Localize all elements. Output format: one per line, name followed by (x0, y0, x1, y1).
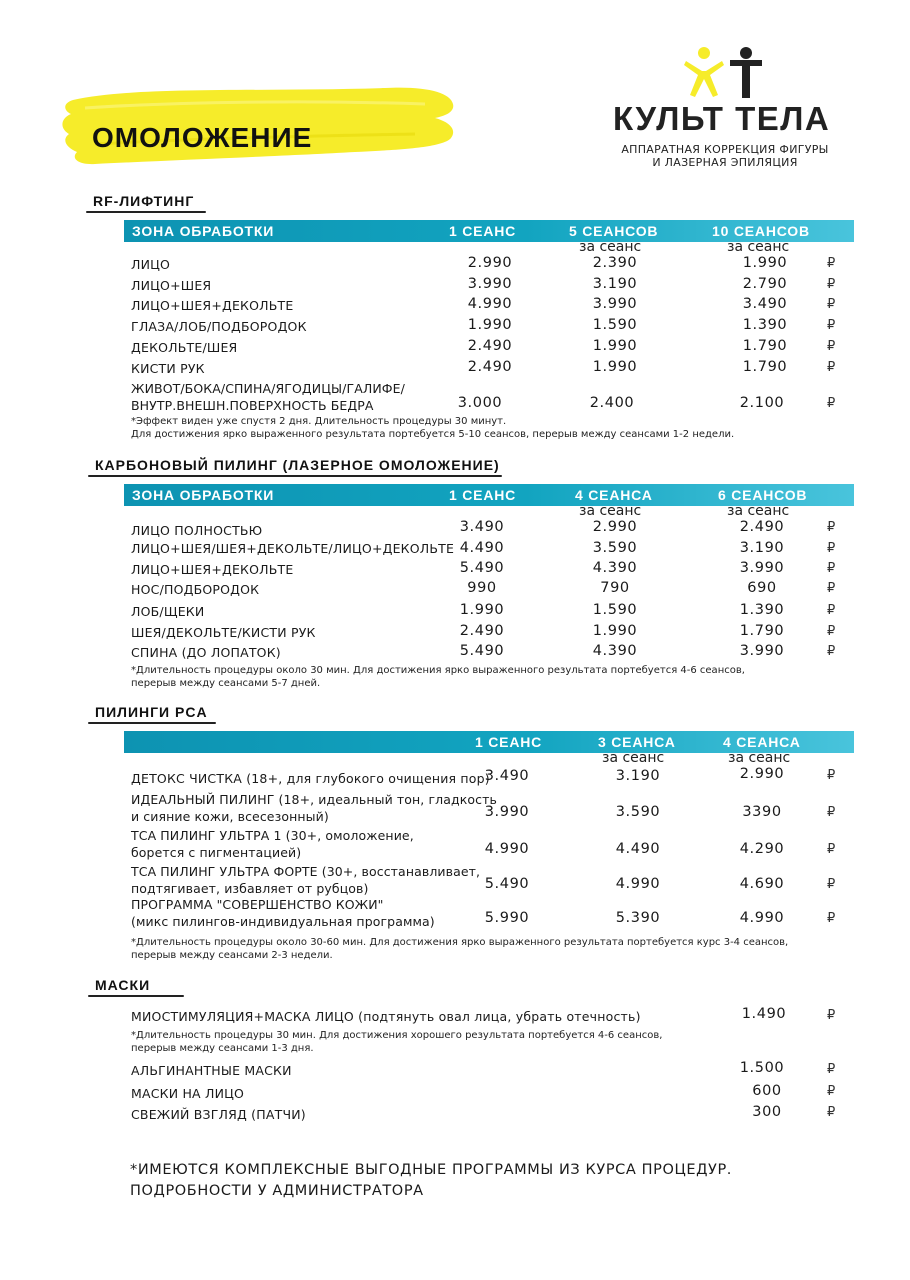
price-cell: 3.000 (457, 395, 503, 411)
ruble-icon: ₽ (827, 520, 836, 535)
price-cell: 1.390 (739, 602, 785, 618)
price-cell: 3.490 (459, 519, 505, 535)
table-row-label: АЛЬГИНАНТНЫЕ МАСКИ (131, 1063, 292, 1078)
price-cell: 3.990 (739, 643, 785, 659)
price-cell: 2.490 (467, 359, 513, 375)
price-cell: 5.490 (484, 876, 530, 892)
ruble-icon: ₽ (827, 256, 836, 271)
price-cell: 1.790 (742, 359, 788, 375)
carbon-header-zone: ЗОНА ОБРАБОТКИ (132, 487, 275, 503)
pca-note: *Длительность процедуры около 30-60 мин. Для достижения ярко выраженного результата портебуется курс 3-4 сеансов, перерыв между сеансами 2-3 недели. (131, 937, 789, 961)
section-underline (86, 211, 206, 213)
ruble-icon: ₽ (827, 339, 836, 354)
ruble-icon: ₽ (827, 1008, 836, 1023)
price-cell: 2.790 (742, 276, 788, 292)
price-cell: 3390 (742, 804, 782, 820)
table-row-label: СПИНА (ДО ЛОПАТОК) (131, 645, 281, 660)
rf-header-c3: 10 СЕАНСОВ (712, 223, 810, 239)
price-cell: 1.990 (459, 602, 505, 618)
price-cell: 2.100 (739, 395, 785, 411)
pca-header-c3: 4 СЕАНСА (723, 734, 801, 750)
price-cell: 2.490 (459, 623, 505, 639)
ruble-icon: ₽ (827, 805, 836, 820)
ruble-icon: ₽ (827, 768, 836, 783)
price-cell: 2.390 (592, 255, 638, 271)
carbon-note: *Длительность процедуры около 30 мин. Для достижения ярко выраженного результата портебуется 4-6 сеансов, перерыв между сеансами 5-7 дней. (131, 665, 745, 689)
price-cell: 1.990 (467, 317, 513, 333)
price-cell: 1.590 (592, 317, 638, 333)
ruble-icon: ₽ (827, 360, 836, 375)
table-row-label: ЛИЦО+ШЕЯ (131, 278, 212, 293)
price-cell: 3.990 (592, 296, 638, 312)
price-cell: 3.590 (615, 804, 661, 820)
price-cell: 1.790 (742, 338, 788, 354)
rf-per-session-c3: за сеанс (727, 239, 790, 255)
table-row-label: ЛИЦО+ШЕЯ+ДЕКОЛЬТЕ (131, 298, 294, 313)
price-cell: 4.990 (739, 910, 785, 926)
price-cell: 3.490 (484, 768, 530, 784)
carbon-header-c1: 1 СЕАНС (449, 487, 517, 503)
table-row-label: МАСКИ НА ЛИЦО (131, 1086, 245, 1101)
ruble-icon: ₽ (827, 624, 836, 639)
two-figures-logo-icon (680, 45, 770, 100)
section-title-pca: ПИЛИНГИ PCA (95, 704, 208, 720)
masks-note: *Длительность процедуры 30 мин. Для достижения хорошего результата портебуется 4-6 сеансов, перерыв между сеансами 1-3 дня. (131, 1030, 663, 1054)
pca-header-c2: 3 СЕАНСА (598, 734, 676, 750)
price-cell: 4.990 (615, 876, 661, 892)
rf-header-zone: ЗОНА ОБРАБОТКИ (132, 223, 275, 239)
price-cell: 600 (752, 1083, 782, 1099)
table-row-label: КИСТИ РУК (131, 361, 205, 376)
ruble-icon: ₽ (827, 1062, 836, 1077)
price-cell: 4.690 (739, 876, 785, 892)
ruble-icon: ₽ (827, 1084, 836, 1099)
price-cell: 2.990 (592, 519, 638, 535)
price-cell: 3.990 (739, 560, 785, 576)
carbon-header-c2: 4 СЕАНСА (575, 487, 653, 503)
price-cell: 990 (467, 580, 497, 596)
price-cell: 790 (600, 580, 630, 596)
ruble-icon: ₽ (827, 911, 836, 926)
table-row-label: СВЕЖИЙ ВЗГЛЯД (ПАТЧИ) (131, 1107, 306, 1122)
price-cell: 1.590 (592, 602, 638, 618)
section-title-carbon: КАРБОНОВЫЙ ПИЛИНГ (ЛАЗЕРНОЕ ОМОЛОЖЕНИЕ) (95, 457, 500, 473)
price-cell: 690 (747, 580, 777, 596)
logo-subtitle: АППАРАТНАЯ КОРРЕКЦИЯ ФИГУРЫ И ЛАЗЕРНАЯ ЭПИЛЯЦИЯ (621, 143, 829, 169)
price-cell: 3.990 (484, 804, 530, 820)
rf-header-c2: 5 СЕАНСОВ (569, 223, 659, 239)
price-cell: 3.590 (592, 540, 638, 556)
price-cell: 1.500 (739, 1060, 785, 1076)
ruble-icon: ₽ (827, 318, 836, 333)
price-cell: 3.490 (742, 296, 788, 312)
price-cell: 1.990 (742, 255, 788, 271)
price-cell: 1.790 (739, 623, 785, 639)
table-row-label: ГЛАЗА/ЛОБ/ПОДБОРОДОК (131, 319, 307, 334)
rf-header-c1: 1 СЕАНС (449, 223, 517, 239)
ruble-icon: ₽ (827, 603, 836, 618)
table-row-label: ПРОГРАММА "СОВЕРШЕНСТВО КОЖИ" (микс пилингов-индивидуальная программа) (131, 897, 435, 929)
table-row-label: ДЕКОЛЬТЕ/ШЕЯ (131, 340, 238, 355)
ruble-icon: ₽ (827, 842, 836, 857)
ruble-icon: ₽ (827, 581, 836, 596)
ruble-icon: ₽ (827, 877, 836, 892)
table-row-label: ШЕЯ/ДЕКОЛЬТЕ/КИСТИ РУК (131, 625, 316, 640)
table-row-label: ТСА ПИЛИНГ УЛЬТРА ФОРТЕ (30+, восстанавливает, подтягивает, избавляет от рубцов) (131, 864, 481, 896)
ruble-icon: ₽ (827, 277, 836, 292)
logo-name: КУЛЬТ ТЕЛА (613, 100, 831, 137)
pca-per-session-c2: за сеанс (602, 750, 665, 766)
price-cell: 4.390 (592, 560, 638, 576)
price-cell: 1.490 (741, 1006, 787, 1022)
price-cell: 5.490 (459, 560, 505, 576)
rf-note: *Эффект виден уже спустя 2 дня. Длительность процедуры 30 минут. Для достижения ярко выраженного результата портебуется 5-10 сеансов, перерыв между сеансами 1-2 недели. (131, 416, 735, 440)
price-cell: 3.190 (739, 540, 785, 556)
ruble-icon: ₽ (827, 396, 836, 411)
price-cell: 1.990 (592, 338, 638, 354)
price-cell: 300 (752, 1104, 782, 1120)
price-cell: 2.490 (467, 338, 513, 354)
table-row-label: ДЕТОКС ЧИСТКА (18+, для глубокого очищения пор) (131, 771, 490, 786)
table-row-label: ЛИЦО ПОЛНОСТЬЮ (131, 523, 263, 538)
carbon-per-session-c2: за сеанс (579, 503, 642, 519)
price-cell: 4.990 (484, 841, 530, 857)
pca-per-session-c3: за сеанс (728, 750, 791, 766)
ruble-icon: ₽ (827, 561, 836, 576)
price-cell: 2.990 (467, 255, 513, 271)
table-row-label: ИДЕАЛЬНЫЙ ПИЛИНГ (18+, идеальный тон, гладкость и сияние кожи, всесезонный) (131, 792, 497, 824)
price-cell: 5.390 (615, 910, 661, 926)
price-cell: 2.990 (739, 766, 785, 782)
table-row-label: ТСА ПИЛИНГ УЛЬТРА 1 (30+, омоложение, борется с пигментацией) (131, 828, 414, 860)
price-cell: 4.990 (467, 296, 513, 312)
price-cell: 1.390 (742, 317, 788, 333)
price-cell: 4.490 (459, 540, 505, 556)
section-title-masks: МАСКИ (95, 977, 151, 993)
ruble-icon: ₽ (827, 644, 836, 659)
price-cell: 1.990 (592, 623, 638, 639)
page-title: ОМОЛОЖЕНИЕ (92, 122, 313, 153)
price-cell: 1.990 (592, 359, 638, 375)
price-cell: 4.490 (615, 841, 661, 857)
price-cell: 3.990 (467, 276, 513, 292)
carbon-header-c3: 6 СЕАНСОВ (718, 487, 808, 503)
rf-per-session-c2: за сеанс (579, 239, 642, 255)
price-cell: 4.290 (739, 841, 785, 857)
price-cell: 3.190 (592, 276, 638, 292)
table-row-label: ЛОБ/ЩЕКИ (131, 604, 205, 619)
price-cell: 3.190 (615, 768, 661, 784)
price-cell: 2.400 (589, 395, 635, 411)
ruble-icon: ₽ (827, 297, 836, 312)
section-underline (88, 475, 502, 477)
table-row-label: ЛИЦО+ШЕЯ+ДЕКОЛЬТЕ (131, 562, 294, 577)
table-row-label: НОС/ПОДБОРОДОК (131, 582, 260, 597)
ruble-icon: ₽ (827, 1105, 836, 1120)
price-cell: 2.490 (739, 519, 785, 535)
pca-header-c1: 1 СЕАНС (475, 734, 543, 750)
price-cell: 5.990 (484, 910, 530, 926)
section-title-rf: RF-ЛИФТИНГ (93, 193, 195, 209)
table-row-label: МИОСТИМУЛЯЦИЯ+МАСКА ЛИЦО (подтянуть овал лица, убрать отечность) (131, 1009, 641, 1024)
table-row-label: ЛИЦО+ШЕЯ/ШЕЯ+ДЕКОЛЬТЕ/ЛИЦО+ДЕКОЛЬТЕ (131, 541, 455, 556)
price-cell: 4.390 (592, 643, 638, 659)
price-cell: 5.490 (459, 643, 505, 659)
table-row-label: ЖИВОТ/БОКА/СПИНА/ЯГОДИЦЫ/ГАЛИФЕ/ ВНУТР.ВНЕШН.ПОВЕРХНОСТЬ БЕДРА (131, 381, 405, 413)
ruble-icon: ₽ (827, 541, 836, 556)
carbon-per-session-c3: за сеанс (727, 503, 790, 519)
section-underline (88, 722, 216, 724)
footer-note: *ИМЕЮТСЯ КОМПЛЕКСНЫЕ ВЫГОДНЫЕ ПРОГРАММЫ ИЗ КУРСА ПРОЦЕДУР. ПОДРОБНОСТИ У АДМИНИСТРАТОРА (130, 1162, 733, 1199)
section-underline (88, 995, 184, 997)
table-row-label: ЛИЦО (131, 257, 171, 272)
